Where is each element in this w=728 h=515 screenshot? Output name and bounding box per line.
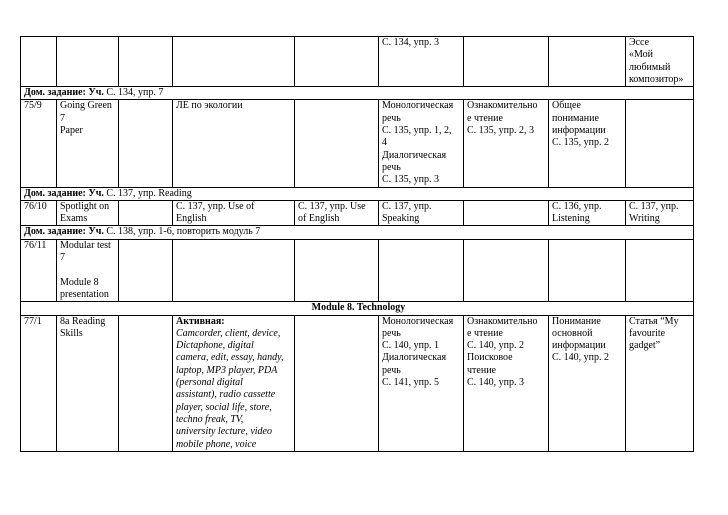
writing-cell xyxy=(626,100,694,187)
table-row xyxy=(21,239,694,301)
listening-cell: Понимание основной информации С. 140, упр. 2 xyxy=(549,315,626,451)
reading-cell xyxy=(464,200,549,226)
active-vocabulary-list: Camcorder, client, device, Dictaphone, digital camera, edit, essay, handy, laptop, MP3 player, PDA (personal digital assistant), radio cassette player, social life, store, techno freak, TV, university lecture, video mobile phone, voice xyxy=(176,327,284,450)
active-vocabulary-label: Активная: xyxy=(176,315,225,327)
reading-cell xyxy=(464,37,549,87)
empty-cell xyxy=(119,200,173,226)
listening-cell: С. 136, упр. Listening xyxy=(549,200,626,226)
speaking-cell: Монологическая речь С. 135, упр. 1, 2, 4 Диалогическая речь С. 135, упр. 3 xyxy=(379,100,464,187)
speaking-cell: С. 134, упр. 3 xyxy=(379,37,464,87)
topic-cell: Modular test 7 Module 8 presentation xyxy=(57,239,119,301)
grammar-cell xyxy=(295,315,379,451)
table-row xyxy=(21,200,694,226)
reading-cell xyxy=(464,239,549,301)
vocabulary-cell xyxy=(173,239,295,301)
homework-label: Дом. задание: Уч. xyxy=(24,87,104,99)
homework-label: Дом. задание: Уч. xyxy=(24,187,104,199)
vocabulary-cell xyxy=(173,37,295,87)
listening-cell xyxy=(549,239,626,301)
table-row xyxy=(21,100,694,187)
vocabulary-cell: ЛЕ по экологии xyxy=(173,100,295,187)
writing-cell: Эссе «Мой любимый композитор» xyxy=(626,37,694,87)
table-row xyxy=(21,315,694,451)
empty-cell xyxy=(119,239,173,301)
topic-cell xyxy=(57,37,119,87)
empty-cell xyxy=(119,100,173,187)
listening-cell: Общее понимание информации С. 135, упр. 2 xyxy=(549,100,626,187)
homework-cell xyxy=(21,226,694,239)
lesson-number-cell xyxy=(21,37,57,87)
lesson-number-cell: 77/1 xyxy=(21,315,57,451)
grammar-cell xyxy=(295,37,379,87)
empty-cell xyxy=(119,37,173,87)
writing-cell xyxy=(626,239,694,301)
grammar-cell xyxy=(295,239,379,301)
speaking-cell: С. 137, упр. Speaking xyxy=(379,200,464,226)
listening-cell xyxy=(549,37,626,87)
grammar-cell: С. 137, упр. Use of English xyxy=(295,200,379,226)
homework-row xyxy=(21,87,694,100)
lesson-number-cell: 76/10 xyxy=(21,200,57,226)
topic-cell: Spotlight on Exams xyxy=(57,200,119,226)
vocabulary-cell xyxy=(173,315,295,451)
speaking-cell: Монологическая речь С. 140, упр. 1 Диалогическая речь С. 141, упр. 5 xyxy=(379,315,464,451)
lesson-number-cell: 75/9 xyxy=(21,100,57,187)
table-row xyxy=(21,37,694,87)
homework-text: С. 134, упр. 7 xyxy=(103,87,164,99)
homework-cell xyxy=(21,187,694,200)
writing-cell: Статья “My favourite gadget” xyxy=(626,315,694,451)
homework-row xyxy=(21,226,694,239)
module-heading-row xyxy=(21,302,694,315)
lesson-plan-table xyxy=(20,36,694,452)
speaking-cell xyxy=(379,239,464,301)
homework-text: С. 137, упр. Reading xyxy=(103,187,192,199)
topic-cell: Going Green 7 Paper xyxy=(57,100,119,187)
homework-row xyxy=(21,187,694,200)
homework-label: Дом. задание: Уч. xyxy=(24,226,104,238)
homework-cell xyxy=(21,87,694,100)
topic-cell: 8a Reading Skills xyxy=(57,315,119,451)
homework-text: С. 138, упр. 1-6, повторить модуль 7 xyxy=(103,226,261,238)
module-title: Module 8. Technology xyxy=(21,302,694,315)
empty-cell xyxy=(119,315,173,451)
vocabulary-cell: С. 137, упр. Use of English xyxy=(173,200,295,226)
grammar-cell xyxy=(295,100,379,187)
writing-cell: С. 137, упр. Writing xyxy=(626,200,694,226)
reading-cell: Ознакомительно е чтение С. 140, упр. 2 Поисковое чтение С. 140, упр. 3 xyxy=(464,315,549,451)
reading-cell: Ознакомительно е чтение С. 135, упр. 2, 3 xyxy=(464,100,549,187)
lesson-number-cell: 76/11 xyxy=(21,239,57,301)
